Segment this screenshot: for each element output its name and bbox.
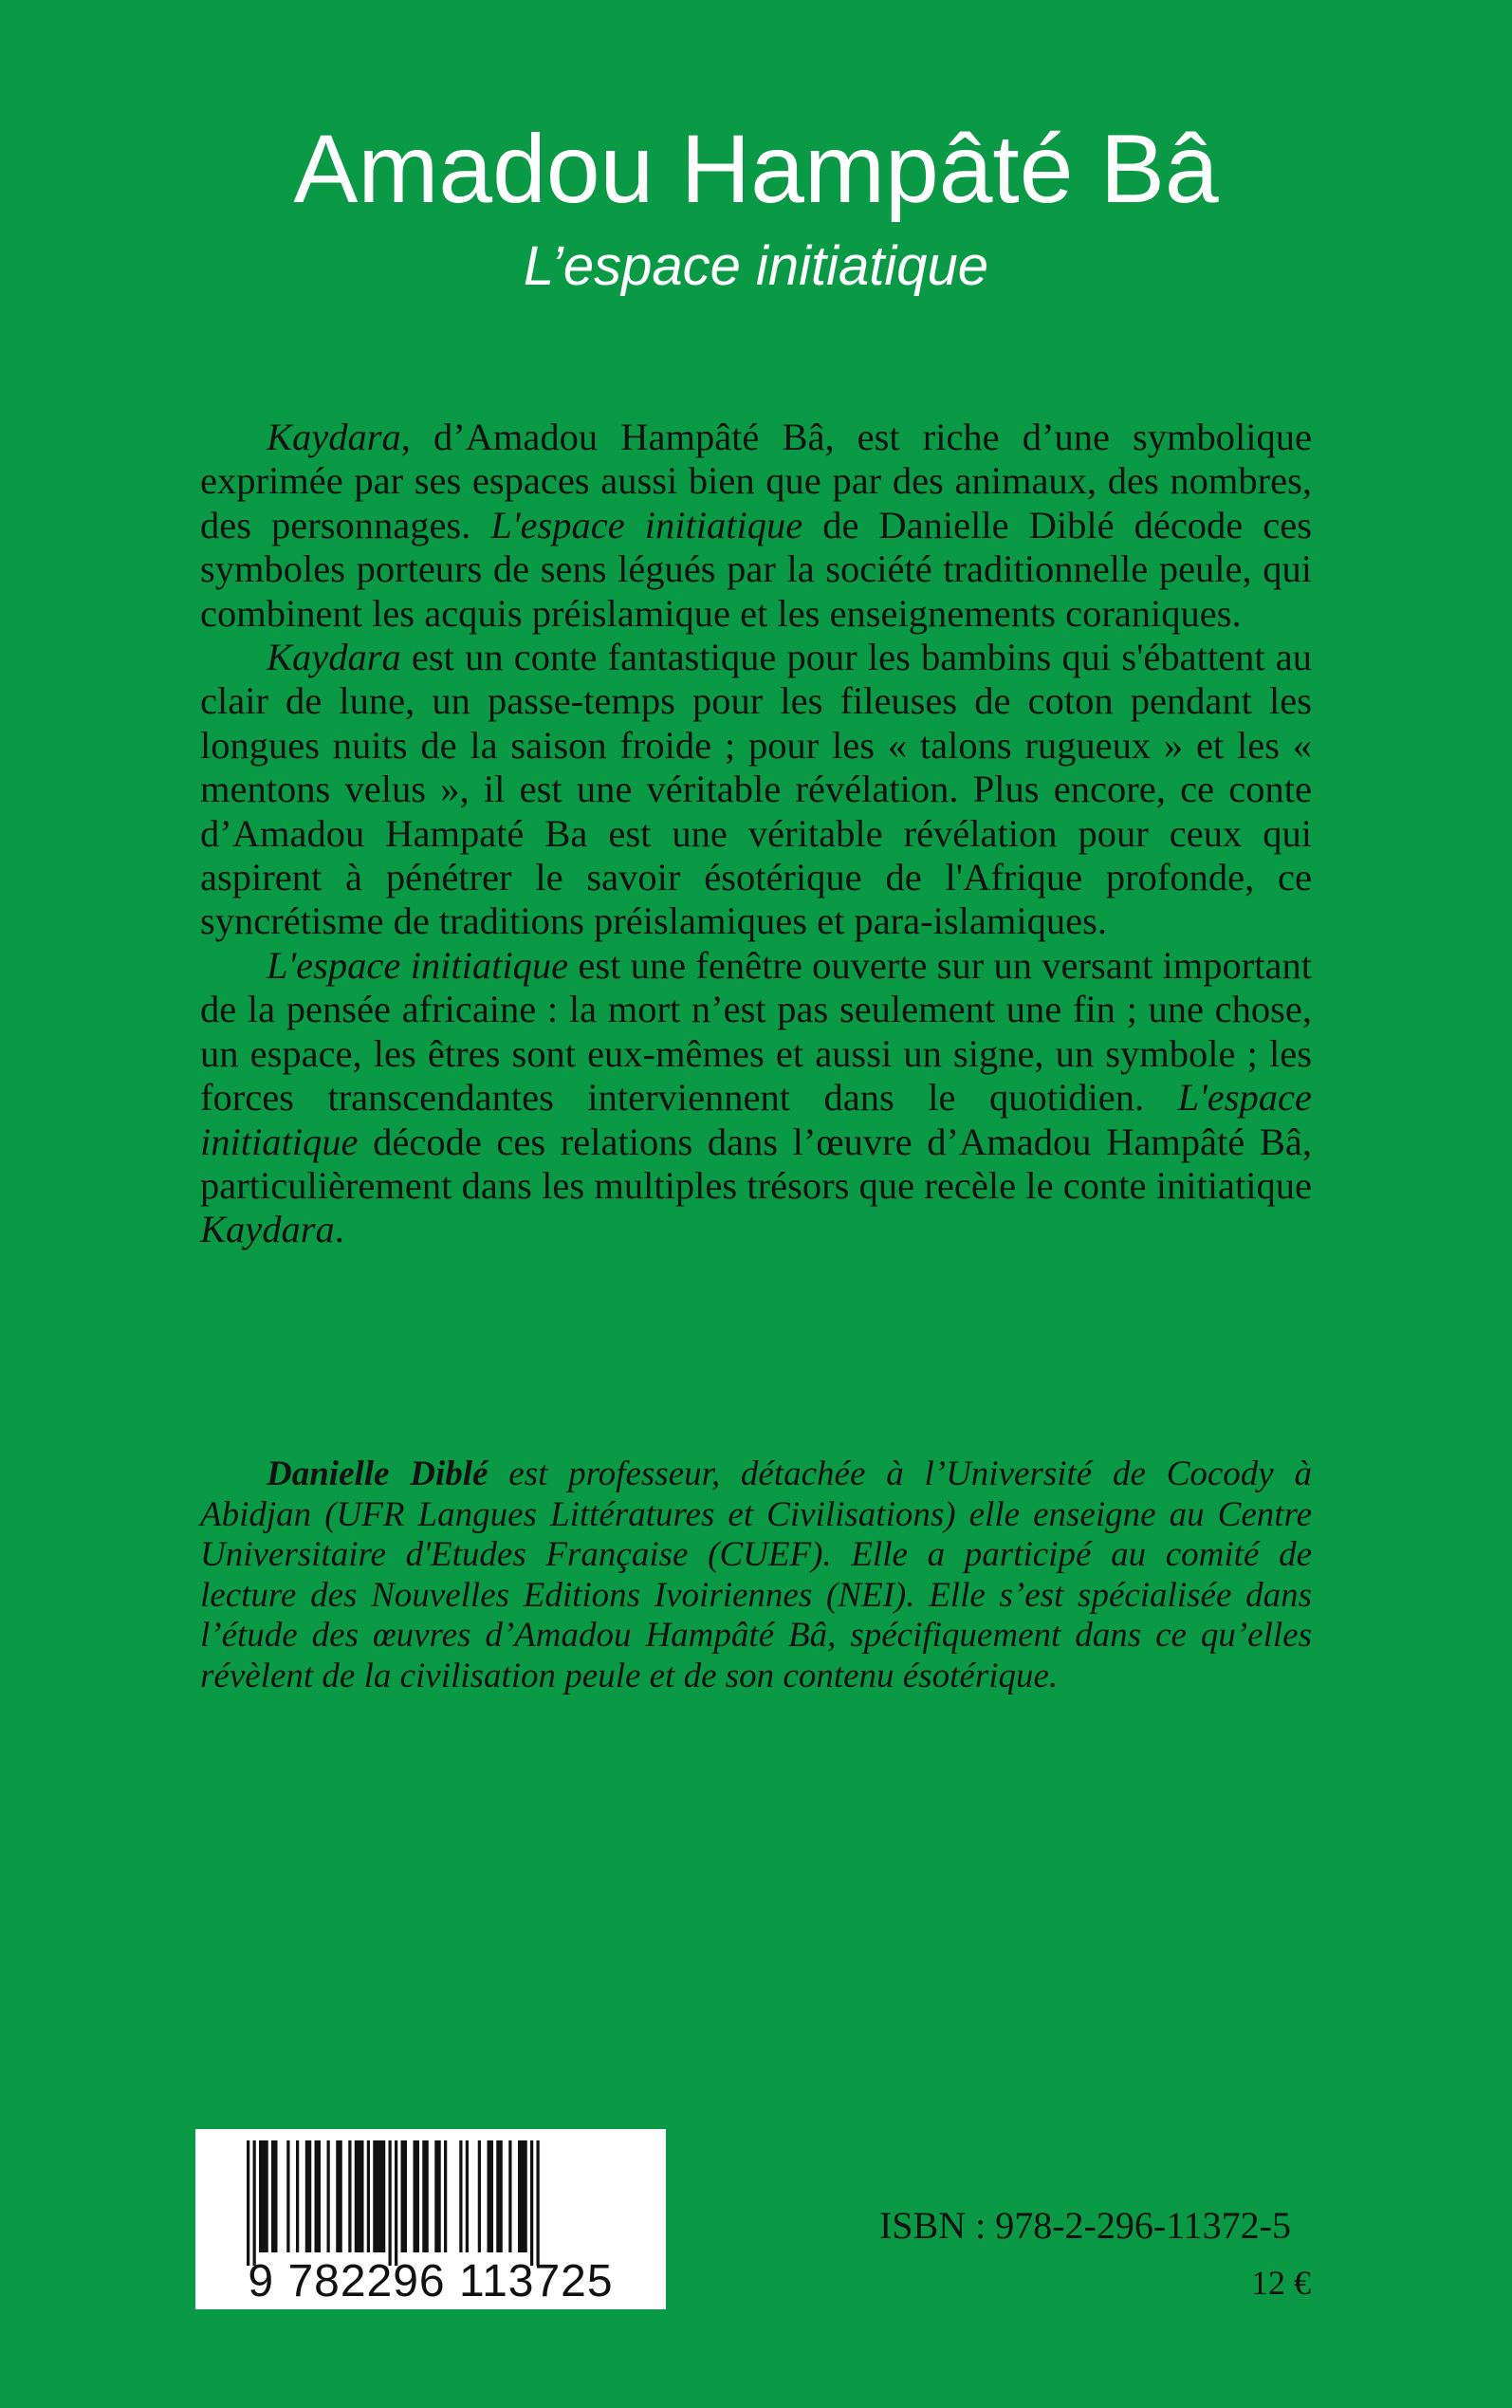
barcode-bar <box>444 2140 447 2252</box>
author-bio-paragraph <box>200 1454 1312 1697</box>
summary-p3-text-a: est une fenêtre ouverte sur un versant important de la pensée africaine : la mort n’est pas seulement une fin ; une chose, un espace, les êtres sont eux-mêmes et aussi un signe, un symbole ; les forces transcendantes interviennent dans le quotidien. <box>200 943 1312 1120</box>
author-bio-name: Danielle Diblé <box>267 1454 489 1493</box>
barcode-bar <box>355 2140 364 2252</box>
barcode-bar <box>537 2140 540 2266</box>
summary-p3-text-c: . <box>334 1208 344 1251</box>
summary-p3-book-title-2: L'espace initiatique <box>200 1076 1312 1163</box>
barcode-bar <box>401 2140 408 2252</box>
barcode-bar <box>518 2140 527 2252</box>
barcode-bar <box>286 2140 289 2252</box>
barcode-bar <box>327 2140 330 2252</box>
barcode-bar <box>367 2140 370 2252</box>
summary-p2-text: est un conte fantastique pour les bambins qui s'ébattent au clair de lune, un passe-temps pour les fileuses de coton pendant les longues nuits de la saison froide ; pour les « talons rugueux » et les « mentons velus », il est une véritable révélation. Plus encore, ce conte d’Amadou Hampaté Ba est une véritable révélation pour ceux qui aspirent à pénétrer le savoir ésotérique de l'Afrique profonde, ce syncrétisme de traditions préislamiques et para-islamiques. <box>200 636 1312 943</box>
isbn: ISBN : 978-2-296-11372-5 <box>878 2204 1291 2247</box>
book-author-title: Amadou Hampâté Bâ <box>293 115 1219 223</box>
author-bio-text: est professeur, détachée à l’Université de Cocody à Abidjan (UFR Langues Littératures et Civilisations) elle enseigne au Centre Universitaire d'Etudes Française (CUEF). Elle a participé au comité de lecture des Nouvelles Editions Ivoiriennes (NEI). Elle s’est spécialisée dans l’étude des œuvres d’Amadou Hampâté Bâ, spécifiquement dans ce qu’elles révèlent de la civilisation peule et de son contenu ésotérique. <box>200 1454 1312 1695</box>
summary-text <box>200 416 1312 1252</box>
barcode-bar <box>478 2140 481 2252</box>
barcode-bar <box>496 2140 503 2252</box>
barcode-bar <box>422 2140 429 2252</box>
barcode-bar <box>253 2140 256 2266</box>
summary-paragraph-3 <box>200 944 1312 1252</box>
summary-p1-book-title: L'espace initiatique <box>490 503 803 546</box>
barcode <box>195 2129 666 2309</box>
barcode-bar <box>305 2140 312 2252</box>
barcode-bar <box>395 2140 397 2266</box>
barcode-bar <box>336 2140 342 2252</box>
barcode-bar <box>414 2140 420 2252</box>
price: 12 € <box>1251 2264 1311 2302</box>
barcode-bar <box>348 2140 351 2252</box>
barcode-bar <box>389 2140 392 2266</box>
barcode-bar <box>259 2140 268 2252</box>
barcode-bar <box>315 2140 322 2252</box>
barcode-bar <box>508 2140 511 2252</box>
barcode-digits: 9 782296 113725 <box>248 2256 614 2306</box>
book-subtitle: L’espace initiatique <box>523 235 989 297</box>
summary-p1-text-b: de Danielle Diblé décode ces symboles porteurs de sens légués par la société traditionnelle peule, qui combinent les acquis préislamique et les enseignements coraniques. <box>200 503 1312 635</box>
summary-p1-work-title: Kaydara <box>267 416 401 458</box>
barcode-bar <box>373 2140 385 2252</box>
author-bio <box>200 1454 1312 1697</box>
summary-p3-work-title: Kaydara <box>200 1208 335 1251</box>
summary-p1-text-a: , d’Amadou Hampâté Bâ, est riche d’une symbolique exprimée par ses espaces aussi bien que par des animaux, des nombres, des personnages. <box>200 416 1312 546</box>
barcode-bar <box>247 2140 249 2266</box>
summary-p3-book-title: L'espace initiatique <box>267 943 569 987</box>
barcode-bar <box>459 2140 462 2252</box>
barcode-bar <box>434 2140 441 2252</box>
summary-p3-text-b: décode ces relations dans l’œuvre d’Amadou Hampâté Bâ, particulièrement dans les multiples trésors que recèle le conte initiatique <box>200 1120 1312 1207</box>
barcode-bar <box>466 2140 469 2252</box>
barcode-bar <box>296 2140 299 2252</box>
summary-paragraph-2 <box>200 636 1312 944</box>
barcode-bar <box>488 2140 494 2252</box>
barcode-bar <box>530 2140 533 2266</box>
summary-paragraph-1 <box>200 416 1312 636</box>
barcode-bar <box>271 2140 278 2252</box>
summary-p2-work-title: Kaydara <box>267 636 401 679</box>
